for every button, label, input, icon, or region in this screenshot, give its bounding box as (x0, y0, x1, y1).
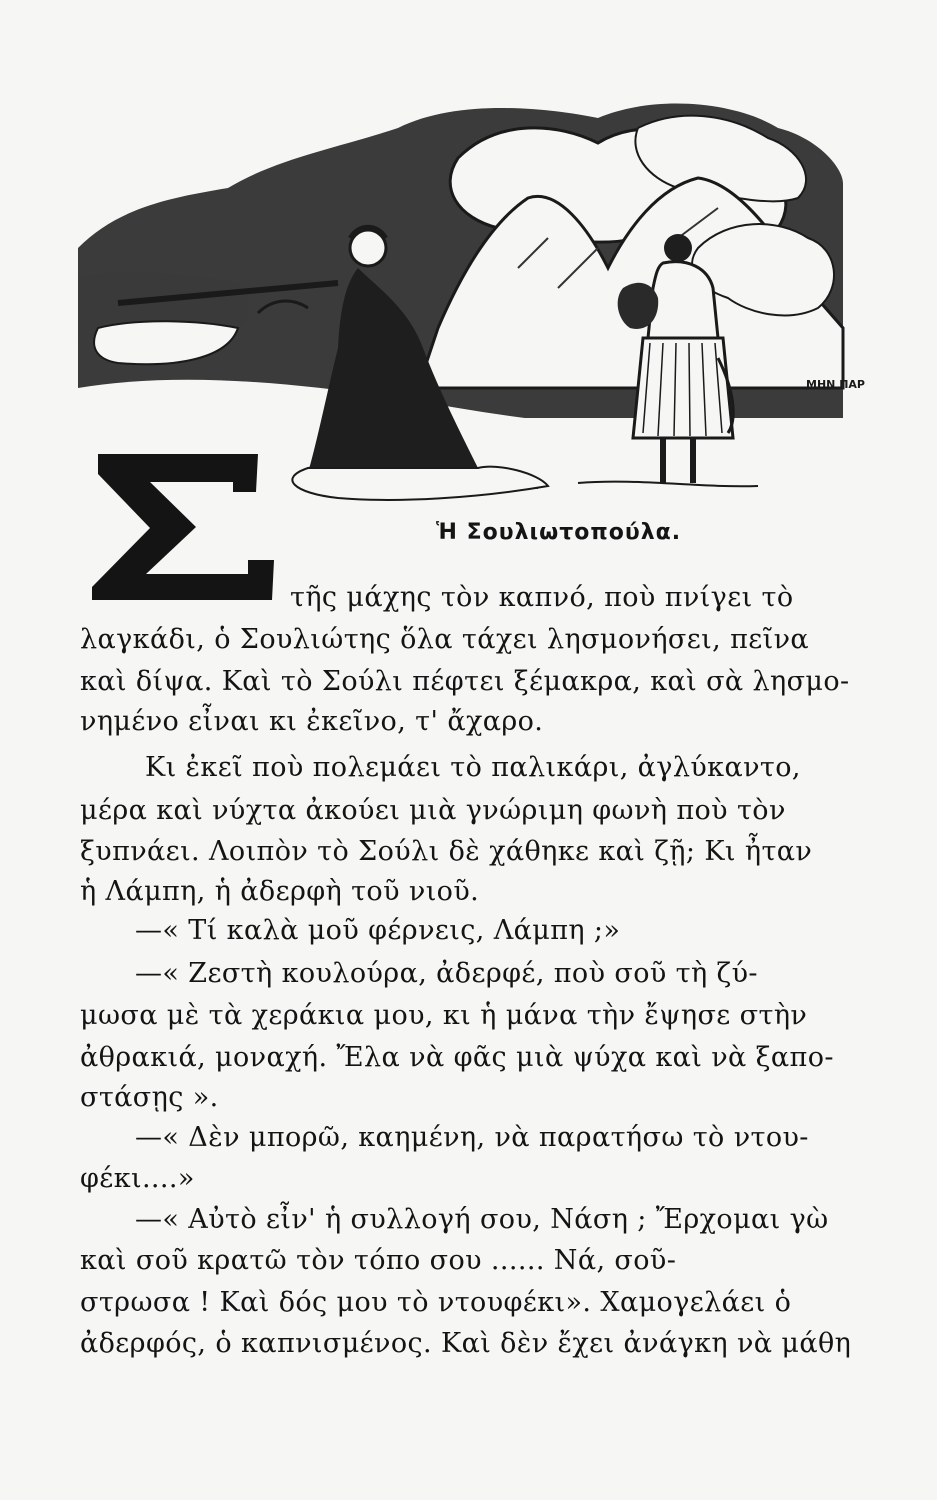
text-line: Κι ἐκεῖ ποὺ πολεμάει τὸ παλικάρι, ἀγλύκαντο, (145, 752, 801, 783)
chapter-title: Ἡ Σουλιωτοπούλα. (436, 520, 682, 545)
artist-signature: ΜΗΝ ΠΑΡ (806, 378, 865, 391)
text-line: —« Ζεστὴ κουλούρα, ἀδερφέ, ποὺ σοῦ τὴ ζύ- (135, 958, 758, 989)
text-line: λαγκάδι, ὁ Σουλιώτης ὅλα τάχει λησμονήσει, πεῖνα (80, 624, 810, 655)
drop-cap-letter (88, 452, 278, 602)
text-line: νημένο εἶναι κι ἐκεῖνο, τ' ἄχαρο. (80, 706, 544, 737)
text-line: καὶ δίψα. Καὶ τὸ Σούλι πέφτει ξέμακρα, καὶ σὰ λησμο- (80, 666, 850, 697)
text-line: στρωσα ! Καὶ δός μου τὸ ντουφέκι». Χαμογελάει ὁ (80, 1287, 792, 1318)
text-line: ἡ Λάμπη, ἡ ἀδερφὴ τοῦ νιοῦ. (80, 876, 480, 907)
text-line: καὶ σοῦ κρατῶ τὸν τόπο σου ...... Νά, σοῦ- (80, 1245, 677, 1276)
text-line: τῆς μάχης τὸν καπνό, ποὺ πνίγει τὸ (290, 582, 794, 613)
text-line: —« Τί καλὰ μοῦ φέρνεις, Λάμπη ;» (135, 915, 621, 946)
drop-cap-sigma (88, 452, 278, 602)
text-line: μέρα καὶ νύχτα ἀκούει μιὰ γνώριμη φωνὴ ποὺ τὸν (80, 795, 786, 826)
text-line: ἀδερφός, ὁ καπνισμένος. Καὶ δὲν ἔχει ἀνάγκη νὰ μάθη (80, 1328, 852, 1359)
text-line: —« Δὲν μπορῶ, καημένη, νὰ παρατήσω τὸ ντου- (135, 1122, 809, 1153)
text-line: ξυπνάει. Λοιπὸν τὸ Σούλι δὲ χάθηκε καὶ ζῇ; Κι ἦταν (80, 836, 813, 867)
engraving-image (78, 88, 865, 508)
text-line: στάσῃς ». (80, 1082, 219, 1113)
text-line: φέκι....» (80, 1163, 195, 1194)
text-line: —« Αὐτὸ εἶν' ἡ συλλογή σου, Νάση ; Ἔρχομαι γὼ (135, 1204, 829, 1235)
illustration-souliot-girl (78, 88, 865, 508)
text-line: ἀθρακιά, μοναχή. Ἔλα νὰ φᾶς μιὰ ψύχα καὶ νὰ ξαπο- (80, 1042, 834, 1073)
text-line: μωσα μὲ τὰ χεράκια μου, κι ἡ μάνα τὴν ἔψησε στὴν (80, 1000, 808, 1031)
